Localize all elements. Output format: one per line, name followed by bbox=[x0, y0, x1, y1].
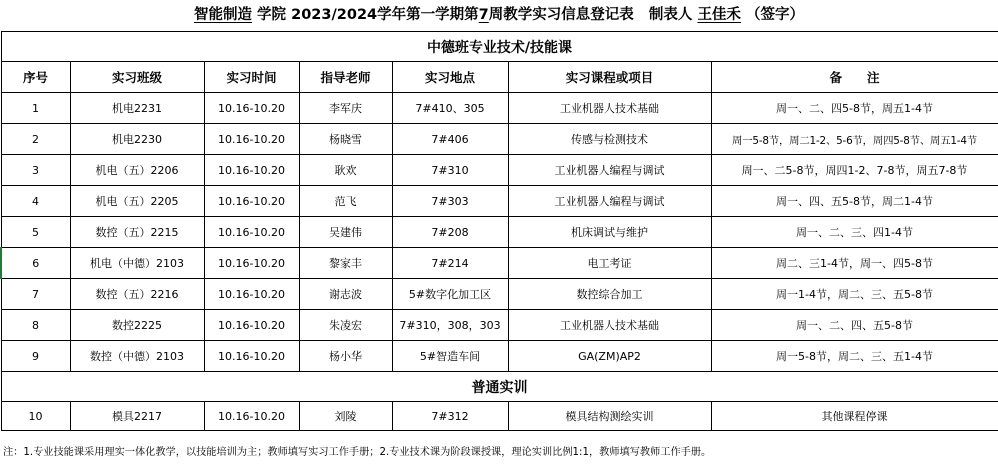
cell-class[interactable]: 机电（五）2205 bbox=[70, 186, 204, 217]
cell-class[interactable]: 数控（中德）2103 bbox=[70, 341, 204, 372]
cell-course[interactable]: 工业机器人编程与调试 bbox=[508, 186, 711, 217]
maker-label: 制表人 bbox=[648, 7, 693, 23]
cell-no[interactable]: 10 bbox=[1, 402, 70, 431]
col-header-no[interactable]: 序号 bbox=[1, 62, 70, 93]
cell-teacher[interactable]: 范飞 bbox=[299, 186, 392, 217]
cell-no[interactable]: 9 bbox=[1, 341, 70, 372]
cell-place[interactable]: 7#214 bbox=[392, 248, 508, 279]
cell-teacher[interactable]: 杨晓雪 bbox=[299, 124, 392, 155]
cell-note[interactable]: 周一1-4节，周二、三、五5-8节 bbox=[711, 279, 998, 310]
cell-teacher[interactable]: 李军庆 bbox=[299, 93, 392, 124]
cell-note[interactable]: 周一、四、五5-8节，周二1-4节 bbox=[711, 186, 998, 217]
cell-note[interactable]: 周一、二、三、四1-4节 bbox=[711, 217, 998, 248]
col-header-note[interactable]: 备 注 bbox=[711, 62, 998, 93]
cell-note[interactable]: 周一、二、四5-8节，周五1-4节 bbox=[711, 93, 998, 124]
table-row bbox=[1, 310, 998, 341]
cell-place[interactable]: 7#310，308，303 bbox=[392, 310, 508, 341]
table-row bbox=[1, 186, 998, 217]
cell-class[interactable]: 机电（五）2206 bbox=[70, 155, 204, 186]
cell-place[interactable]: 7#310 bbox=[392, 155, 508, 186]
table-row bbox=[1, 341, 998, 372]
cell-course[interactable]: 数控综合加工 bbox=[508, 279, 711, 310]
cell-time[interactable]: 10.16-10.20 bbox=[204, 217, 299, 248]
cell-note[interactable]: 周二、三1-4节，周一、四5-8节 bbox=[711, 248, 998, 279]
cell-course[interactable]: 机床调试与维护 bbox=[508, 217, 711, 248]
sign-label: （签字） bbox=[746, 7, 804, 23]
section-header-row bbox=[1, 372, 998, 402]
cell-time[interactable]: 10.16-10.20 bbox=[204, 124, 299, 155]
schedule-table bbox=[0, 31, 998, 431]
term-prefix: 2023/2024学年第一学期第 bbox=[291, 7, 479, 23]
cell-no[interactable]: 7 bbox=[1, 279, 70, 310]
cell-course[interactable]: 工业机器人技术基础 bbox=[508, 310, 711, 341]
col-header-time[interactable]: 实习时间 bbox=[204, 62, 299, 93]
cell-course[interactable]: GA(ZM)AP2 bbox=[508, 341, 711, 372]
section-title-zhongde[interactable]: 中德班专业技术/技能课 bbox=[1, 32, 998, 62]
cell-time[interactable]: 10.16-10.20 bbox=[204, 186, 299, 217]
cell-place[interactable]: 5#智造车间 bbox=[392, 341, 508, 372]
cell-no[interactable]: 6 bbox=[1, 248, 70, 279]
college-suffix: 学院 bbox=[257, 7, 287, 23]
col-header-place[interactable]: 实习地点 bbox=[392, 62, 508, 93]
week-number: 7 bbox=[478, 7, 489, 23]
cell-no[interactable]: 5 bbox=[1, 217, 70, 248]
cell-place[interactable]: 7#406 bbox=[392, 124, 508, 155]
col-header-class[interactable]: 实习班级 bbox=[70, 62, 204, 93]
col-header-teacher[interactable]: 指导老师 bbox=[299, 62, 392, 93]
col-header-course[interactable]: 实习课程或项目 bbox=[508, 62, 711, 93]
cell-teacher[interactable]: 耿欢 bbox=[299, 155, 392, 186]
cell-class[interactable]: 机电2230 bbox=[70, 124, 204, 155]
cell-place[interactable]: 7#312 bbox=[392, 402, 508, 431]
cell-course[interactable]: 模具结构测绘实训 bbox=[508, 402, 711, 431]
cell-teacher[interactable]: 刘陵 bbox=[299, 402, 392, 431]
cell-no[interactable]: 3 bbox=[1, 155, 70, 186]
table-row bbox=[1, 155, 998, 186]
cell-place[interactable]: 5#数字化加工区 bbox=[392, 279, 508, 310]
cell-teacher[interactable]: 朱凌宏 bbox=[299, 310, 392, 341]
cell-place[interactable]: 7#208 bbox=[392, 217, 508, 248]
cell-course[interactable]: 工业机器人技术基础 bbox=[508, 93, 711, 124]
cell-time[interactable]: 10.16-10.20 bbox=[204, 402, 299, 431]
table-row bbox=[1, 248, 998, 279]
cell-no[interactable]: 2 bbox=[1, 124, 70, 155]
cell-time[interactable]: 10.16-10.20 bbox=[204, 155, 299, 186]
cell-note[interactable]: 周一、二、四、五5-8节 bbox=[711, 310, 998, 341]
cell-course[interactable]: 工业机器人编程与调试 bbox=[508, 155, 711, 186]
footnote[interactable]: 注：1.专业技能课采用理实一体化教学，以技能培训为主；教师填写实习工作手册；2.专业技术课为阶段课授课，理论实训比例1:1，教师填写教师工作手册。 bbox=[3, 447, 712, 458]
cell-no[interactable]: 8 bbox=[1, 310, 70, 341]
sheet-title bbox=[0, 0, 998, 30]
cell-teacher[interactable]: 黎家丰 bbox=[299, 248, 392, 279]
section-header-row bbox=[1, 32, 998, 62]
schedule-sheet bbox=[0, 31, 997, 431]
cell-no[interactable]: 4 bbox=[1, 186, 70, 217]
cell-time[interactable]: 10.16-10.20 bbox=[204, 279, 299, 310]
cell-class[interactable]: 机电（中德）2103 bbox=[70, 248, 204, 279]
cell-place[interactable]: 7#303 bbox=[392, 186, 508, 217]
college-name: 智能制造 bbox=[193, 7, 252, 23]
table-row bbox=[1, 279, 998, 310]
cell-teacher[interactable]: 吴建伟 bbox=[299, 217, 392, 248]
cell-time[interactable]: 10.16-10.20 bbox=[204, 310, 299, 341]
column-header-row bbox=[1, 62, 998, 93]
cell-teacher[interactable]: 杨小华 bbox=[299, 341, 392, 372]
cell-teacher[interactable]: 谢志波 bbox=[299, 279, 392, 310]
cell-course[interactable]: 电工考证 bbox=[508, 248, 711, 279]
term-suffix: 周教学实习信息登记表 bbox=[488, 7, 634, 23]
cell-time[interactable]: 10.16-10.20 bbox=[204, 341, 299, 372]
section-title-general[interactable]: 普通实训 bbox=[1, 372, 998, 402]
table-row bbox=[1, 124, 998, 155]
cell-time[interactable]: 10.16-10.20 bbox=[204, 248, 299, 279]
cell-class[interactable]: 机电2231 bbox=[70, 93, 204, 124]
cell-time[interactable]: 10.16-10.20 bbox=[204, 93, 299, 124]
cell-note[interactable]: 周一5-8节，周二1-2、5-6节，周四5-8节、周五1-4节 bbox=[711, 124, 998, 155]
cell-class[interactable]: 数控（五）2216 bbox=[70, 279, 204, 310]
cell-course[interactable]: 传感与检测技术 bbox=[508, 124, 711, 155]
cell-no[interactable]: 1 bbox=[1, 93, 70, 124]
table-row bbox=[1, 217, 998, 248]
table-row bbox=[1, 93, 998, 124]
cell-note[interactable]: 其他课程停课 bbox=[711, 402, 998, 431]
cell-note[interactable]: 周一5-8节，周二、三、五1-4节 bbox=[711, 341, 998, 372]
table-row bbox=[1, 402, 998, 431]
cell-note[interactable]: 周一、二5-8节，周四1-2、7-8节，周五7-8节 bbox=[711, 155, 998, 186]
cell-class[interactable]: 模具2217 bbox=[70, 402, 204, 431]
cell-place[interactable]: 7#410、305 bbox=[392, 93, 508, 124]
cell-class[interactable]: 数控2225 bbox=[70, 310, 204, 341]
cell-class[interactable]: 数控（五）2215 bbox=[70, 217, 204, 248]
maker-name: 王佳禾 bbox=[697, 7, 741, 23]
